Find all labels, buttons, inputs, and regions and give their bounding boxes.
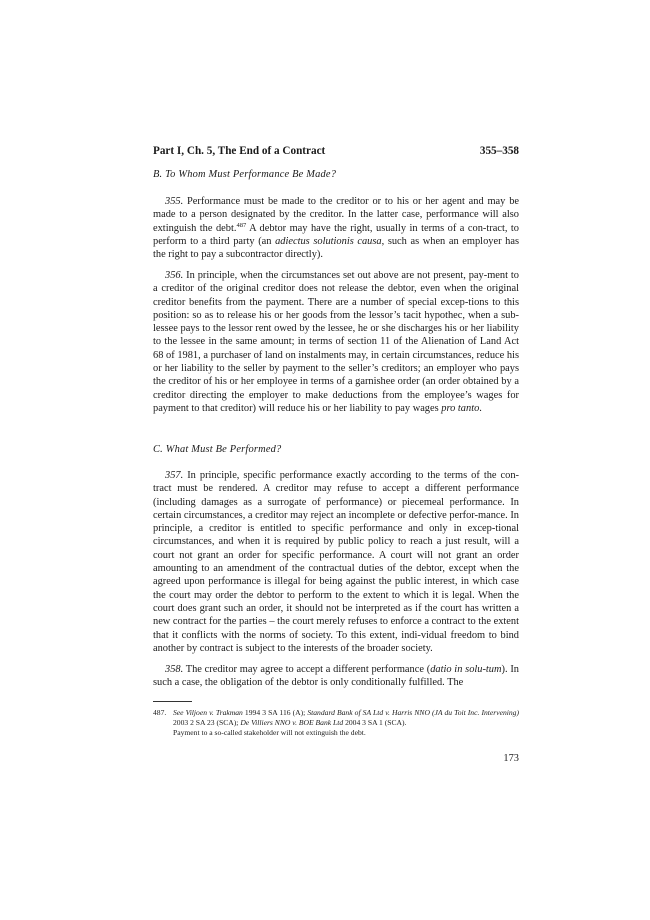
- paragraph-text: , such as when an employer has the right to pay a subcontractor directly).: [153, 235, 519, 261]
- paragraph-text: A debtor may have the right, usually in terms of a con-tract, to perform to a third party (an: [153, 222, 520, 247]
- paragraph-number: 355.: [165, 196, 184, 207]
- section-c-heading: C. What Must Be Performed?: [153, 444, 282, 455]
- latin-term: pro tanto: [441, 402, 480, 414]
- paragraph-number: 357.: [165, 470, 184, 481]
- footnote-ref[interactable]: 487: [236, 221, 247, 229]
- footnote-divider: [153, 701, 192, 702]
- paragraph-text: ). In such a case, the obligation of the debtor is only conditionally fulfilled. The: [153, 664, 519, 689]
- latin-term: adiectus solutionis causa: [275, 235, 382, 247]
- paragraph-number: 356.: [165, 270, 184, 281]
- paragraph-range: 355–358: [479, 145, 519, 157]
- paragraph-text: In principle, specific performance exactly according to the terms of the con-tract must be rendered. A creditor may refuse to accept a different performance (including damages as a surrogate of performance) or piecemeal performance. In certain circumstances, a creditor may reject an incomplete or defective perfor-mance. In principle, a creditor is entitled to specific performance and only in excep-tional circumstances, and when it is required by public policy to reach a just result, will a court not grant an order for specific performance. A court will not grant an order amounting to an amendment of the contractual duties of the debtor, except when the agreed upon performance is illegal for being against the public interest, in which case the court may order the debtor to perform to the extent to which it is legal. When the court does grant such an order, it should not be interpreted as if the court has written a new contract for the parties – the court merely refuses to enforce a contract to the extent that it conflicts with the norms of society. To this extent, indi-vidual freedom to bind another by contract is subject to the interests of the broader society.: [153, 470, 519, 654]
- footnote-note: Payment to a so-called stakeholder will not extinguish the debt.: [173, 728, 366, 737]
- paragraph-text: In principle, when the circumstances set out above are not present, pay-ment to a creditor of the original creditor does not release the debtor, even when the original creditor benefits from the payment. There are a number of special excep-tions to this position: so as to release his or her goods from the lessor’s tacit hypothec, when a sub-lessee pays to the lessor rent owed by the lessee, he or she discharges his or her liability to the lessee in the same amount; in terms of section 11 of the Alienation of Land Act 68 of 1981, a purchaser of land on instalments may, in certain circumstances, reduce his or her liability to the seller by payment to the seller’s creditors; an employer who pays the creditor of his or her employee in terms of a garnishee order (an order obtained by a creditor directing the employer to make deductions from the employee’s wages for payment to that creditor) will reduce his or her liability to pay wages: [153, 270, 519, 414]
- chapter-title: Part I, Ch. 5, The End of a Contract: [153, 145, 326, 157]
- footnote-text: [173, 708, 519, 738]
- section-b-heading: B. To Whom Must Performance Be Made?: [153, 169, 337, 180]
- running-head: [153, 144, 519, 158]
- paragraph-356: [153, 269, 519, 415]
- paragraph-355: [153, 195, 519, 261]
- page-number: 173: [503, 753, 519, 764]
- citation: 1994 3 SA 116 (A);: [242, 708, 308, 717]
- citation: 2004 3 SA 1 (SCA).: [343, 718, 407, 727]
- footnote-number: 487.: [153, 708, 167, 717]
- paragraph-357: [153, 469, 519, 655]
- paragraph-text: .: [479, 402, 482, 414]
- paragraph-358: [153, 663, 519, 690]
- paragraph-text: Performance must be made to the creditor or to his or her agent and may be made to a person designated by the creditor. In the latter case, performance will also extinguish the debt.: [153, 196, 519, 234]
- citation: 2003 2 SA 23 (SCA);: [173, 718, 241, 727]
- case-name: Viljoen v. Trakman: [185, 708, 243, 717]
- case-name: De Villiers NNO v. BOE Bank Ltd: [240, 718, 344, 727]
- paragraph-text: The creditor may agree to accept a different performance (: [183, 664, 431, 675]
- footnote-487: [153, 708, 519, 738]
- paragraph-number: 358.: [165, 664, 184, 675]
- case-name: Standard Bank of SA Ltd v. Harris NNO (JA du Toit Inc. Intervening): [307, 708, 519, 717]
- latin-term: datio in solu-tum: [430, 664, 502, 675]
- signal-word: See: [173, 708, 184, 717]
